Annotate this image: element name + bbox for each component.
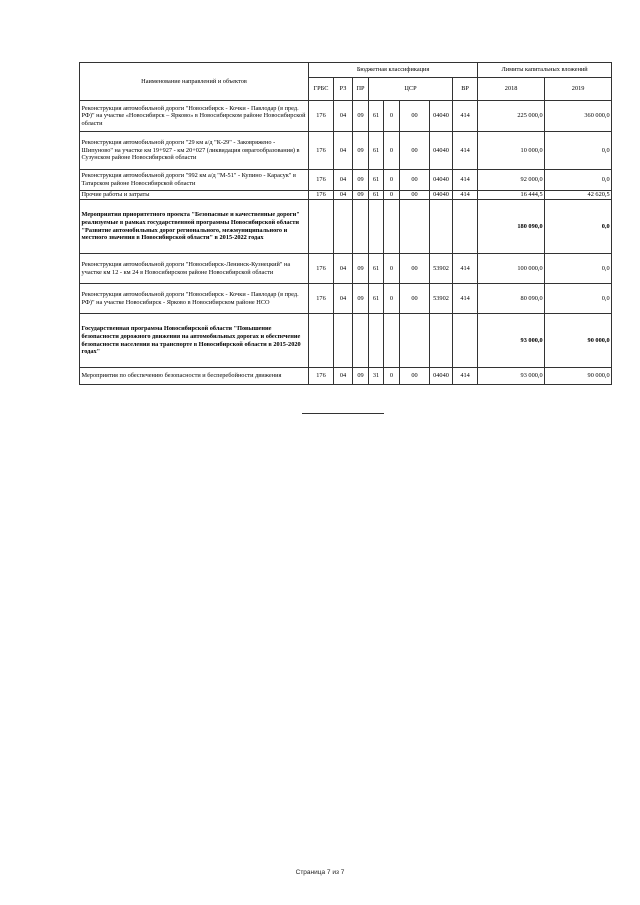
table-body xyxy=(80,101,612,385)
cell-rz xyxy=(334,200,353,254)
cell-limit-2018: 93 000,0 xyxy=(478,368,545,385)
cell-csr-code: 04040 xyxy=(430,170,453,191)
cell-grbs xyxy=(309,200,334,254)
cell-csr-code: 04040 xyxy=(430,132,453,170)
cell-limit-2019: 0,0 xyxy=(545,200,612,254)
header-csr: ЦСР xyxy=(369,78,453,101)
header-budget-classification: Бюджетная классификация xyxy=(309,63,478,78)
cell-grbs: 176 xyxy=(309,284,334,314)
cell-rz: 04 xyxy=(334,170,353,191)
cell-csr-program: 61 xyxy=(369,191,384,200)
cell-limit-2018: 80 090,0 xyxy=(478,284,545,314)
cell-rz: 04 xyxy=(334,191,353,200)
cell-limit-2018: 180 090,0 xyxy=(478,200,545,254)
table-row xyxy=(80,200,612,254)
header-year-2019: 2019 xyxy=(545,78,612,101)
page-number: Страница 7 из 7 xyxy=(295,869,345,876)
cell-grbs xyxy=(309,314,334,368)
cell-limit-2019: 0,0 xyxy=(545,254,612,284)
cell-vr: 414 xyxy=(453,132,478,170)
cell-grbs: 176 xyxy=(309,191,334,200)
cell-csr-code xyxy=(430,200,453,254)
cell-rz xyxy=(334,314,353,368)
cell-rz: 04 xyxy=(334,101,353,132)
cell-csr-code: 04040 xyxy=(430,368,453,385)
cell-pr: 09 xyxy=(353,368,369,385)
cell-csr-subprogram xyxy=(384,200,400,254)
table-row xyxy=(80,284,612,314)
cell-csr-subprogram: 0 xyxy=(384,132,400,170)
cell-csr-subprogram: 0 xyxy=(384,368,400,385)
cell-pr: 09 xyxy=(353,101,369,132)
table-row xyxy=(80,314,612,368)
cell-csr-program: 61 xyxy=(369,284,384,314)
cell-vr: 414 xyxy=(453,254,478,284)
cell-limit-2018: 93 000,0 xyxy=(478,314,545,368)
cell-vr: 414 xyxy=(453,284,478,314)
header-name: Наименование направлений и объектов xyxy=(80,63,309,101)
cell-csr-code: 53902 xyxy=(430,284,453,314)
row-name: Реконструкция автомобильной дороги "Новосибирск - Кочки - Павлодар (в пред. РФ)" на участке «Новосибирск – Ярково» в Новосибирском районе Новосибирской области xyxy=(80,101,309,132)
table-row xyxy=(80,191,612,200)
cell-grbs: 176 xyxy=(309,132,334,170)
cell-limit-2019: 0,0 xyxy=(545,170,612,191)
row-name: Реконструкция автомобильной дороги "Новосибирск-Ленинск-Кузнецкий" на участке км 12 - км 24 в Новосибирском районе Новосибирской области xyxy=(80,254,309,284)
cell-limit-2018: 16 444,5 xyxy=(478,191,545,200)
cell-csr-subprogram: 0 xyxy=(384,254,400,284)
cell-csr-group: 00 xyxy=(400,368,430,385)
header-grbs: ГРБС xyxy=(309,78,334,101)
cell-rz: 04 xyxy=(334,368,353,385)
header-vr: ВР xyxy=(453,78,478,101)
cell-csr-group: 00 xyxy=(400,170,430,191)
cell-grbs: 176 xyxy=(309,170,334,191)
cell-vr: 414 xyxy=(453,101,478,132)
cell-csr-group: 00 xyxy=(400,132,430,170)
cell-pr: 09 xyxy=(353,254,369,284)
table-row xyxy=(80,101,612,132)
cell-limit-2019: 0,0 xyxy=(545,284,612,314)
cell-csr-program: 31 xyxy=(369,368,384,385)
cell-csr-program: 61 xyxy=(369,170,384,191)
header-rz: РЗ xyxy=(334,78,353,101)
row-name: Мероприятия приоритетного проекта "Безопасные и качественные дороги" реализуемые в рамках государственной программы Новосибирской области "Развитие автомобильных дорог регионального, межмуниципального и местного значения в Новосибирской области" в 2015-2022 годах xyxy=(80,200,309,254)
row-name: Государственная программа Новосибирской области "Повышение безопасности дорожного движения на автомобильных дорогах и обеспечение безопасности населения на транспорте в Новосибирской области в 2015-2020 годах" xyxy=(80,314,309,368)
cell-limit-2019: 0,0 xyxy=(545,132,612,170)
cell-pr: 09 xyxy=(353,170,369,191)
row-name: Реконструкция автомобильной дороги "992 км а/д "М-51" - Купино - Карасук" в Татарском районе Новосибирской области xyxy=(80,170,309,191)
cell-csr-group xyxy=(400,200,430,254)
cell-csr-code: 53902 xyxy=(430,254,453,284)
table-row xyxy=(80,368,612,385)
row-name: Мероприятия по обеспечению безопасности и бесперебойности движения xyxy=(80,368,309,385)
cell-csr-subprogram: 0 xyxy=(384,101,400,132)
cell-csr-subprogram: 0 xyxy=(384,170,400,191)
cell-vr: 414 xyxy=(453,170,478,191)
cell-limit-2019: 42 620,5 xyxy=(545,191,612,200)
cell-csr-group: 00 xyxy=(400,254,430,284)
cell-limit-2018: 10 000,0 xyxy=(478,132,545,170)
cell-grbs: 176 xyxy=(309,254,334,284)
cell-csr-subprogram: 0 xyxy=(384,191,400,200)
cell-rz: 04 xyxy=(334,132,353,170)
cell-csr-group: 00 xyxy=(400,101,430,132)
cell-csr-program: 61 xyxy=(369,132,384,170)
header-year-2018: 2018 xyxy=(478,78,545,101)
cell-csr-group: 00 xyxy=(400,284,430,314)
cell-limit-2018: 92 000,0 xyxy=(478,170,545,191)
cell-csr-code: 04040 xyxy=(430,101,453,132)
cell-csr-program: 61 xyxy=(369,254,384,284)
cell-csr-program xyxy=(369,200,384,254)
row-name: Реконструкция автомобильной дороги "Новосибирск - Кочки - Павлодар (в пред. РФ)" на участке Новосибирск - Ярково в Новосибирском районе НСО xyxy=(80,284,309,314)
cell-csr-subprogram: 0 xyxy=(384,284,400,314)
table-row xyxy=(80,254,612,284)
budget-table xyxy=(79,62,612,385)
row-name: Прочие работы и затраты xyxy=(80,191,309,200)
table-row xyxy=(80,170,612,191)
cell-pr: 09 xyxy=(353,284,369,314)
cell-pr: 09 xyxy=(353,191,369,200)
cell-vr xyxy=(453,200,478,254)
cell-csr-code xyxy=(430,314,453,368)
cell-limit-2019: 90 000,0 xyxy=(545,314,612,368)
cell-csr-group xyxy=(400,314,430,368)
cell-csr-subprogram xyxy=(384,314,400,368)
cell-pr xyxy=(353,200,369,254)
cell-grbs: 176 xyxy=(309,368,334,385)
header-capital-limits: Лимиты капитальных вложений xyxy=(478,63,612,78)
cell-rz: 04 xyxy=(334,254,353,284)
row-name: Реконструкция автомобильной дороги "29 км а/д "К-29" - Заковряжено - Шипуново" на участке км 19+927 - км 20+027 (ликвидация оврагообразования) в Сузунском районе Новосибирской области xyxy=(80,132,309,170)
cell-vr: 414 xyxy=(453,191,478,200)
cell-limit-2018: 225 000,0 xyxy=(478,101,545,132)
cell-limit-2019: 90 000,0 xyxy=(545,368,612,385)
cell-limit-2018: 100 000,0 xyxy=(478,254,545,284)
cell-limit-2019: 360 000,0 xyxy=(545,101,612,132)
cell-pr xyxy=(353,314,369,368)
cell-csr-group: 00 xyxy=(400,191,430,200)
cell-grbs: 176 xyxy=(309,101,334,132)
cell-vr xyxy=(453,314,478,368)
cell-csr-program: 61 xyxy=(369,101,384,132)
cell-pr: 09 xyxy=(353,132,369,170)
footnote-divider xyxy=(302,413,384,414)
header-pr: ПР xyxy=(353,78,369,101)
cell-rz: 04 xyxy=(334,284,353,314)
cell-csr-code: 04040 xyxy=(430,191,453,200)
cell-vr: 414 xyxy=(453,368,478,385)
table-row xyxy=(80,132,612,170)
cell-csr-program xyxy=(369,314,384,368)
